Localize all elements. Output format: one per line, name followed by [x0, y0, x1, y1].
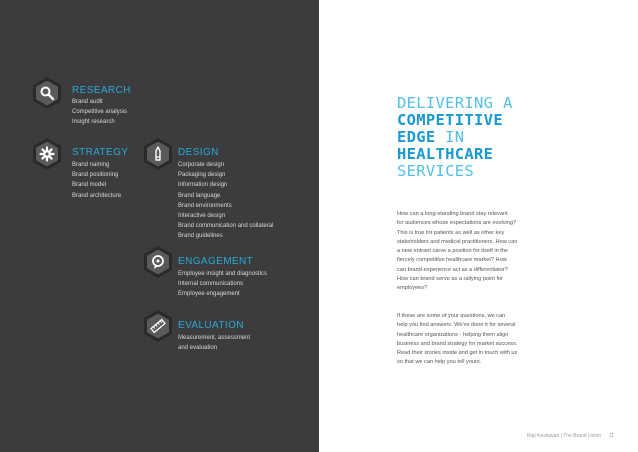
list-item: Internal communications: [178, 281, 244, 288]
paragraph-line: Read their stories inside and get in touch with us: [397, 350, 518, 357]
list-item: Interactive design: [178, 212, 226, 219]
paragraph-line: employees?: [397, 285, 428, 292]
paragraph-line: so that we can help you tell yours.: [397, 359, 482, 366]
list-item: Brand audit: [72, 99, 103, 105]
headline-line-5: SERVICES: [397, 162, 475, 180]
headline-line-1: DELIVERING A: [397, 94, 513, 112]
design-items: [178, 160, 273, 242]
magnifier-icon: [39, 85, 55, 101]
evaluation-title: EVALUATION: [178, 320, 244, 331]
list-item: Information design: [178, 182, 228, 189]
pencil-icon: [150, 146, 166, 162]
list-item: Employee insight and diagnostics: [178, 271, 268, 277]
paragraph-line: help you find answers. We've done it for several: [397, 322, 516, 329]
strategy-items: [72, 160, 121, 201]
ruler-icon: [150, 318, 166, 334]
headline-in: IN: [435, 128, 465, 146]
paragraph-line: healthcare organizations - helping them align: [397, 331, 509, 338]
list-item: Employee engagement: [178, 291, 240, 298]
list-item: Brand naming: [72, 162, 110, 168]
paragraph-line: business and brand strategy for market success.: [397, 340, 518, 347]
closing-paragraph: [397, 312, 587, 368]
strategy-title: STRATEGY: [72, 147, 129, 158]
headline: [397, 95, 513, 180]
list-item: Brand communication and collateral: [178, 223, 274, 230]
list-item: Brand language: [178, 192, 221, 199]
list-item: Competitive analysis: [72, 109, 128, 116]
list-item: Corporate design: [178, 162, 225, 168]
footer-credit: Raji Keshavan | The Brand Union: [527, 433, 602, 439]
headline-line-3: [397, 129, 513, 146]
paragraph-line: How can brand serve as a rallying point for: [397, 276, 504, 283]
paragraph-line: for audiences whose expectations are evolving?: [397, 220, 517, 227]
page-number: 11: [609, 433, 615, 439]
list-item: Brand architecture: [72, 192, 122, 199]
list-item: Packaging design: [178, 172, 226, 179]
chat-bubble-icon: [150, 254, 166, 270]
engagement-title: ENGAGEMENT: [178, 256, 254, 267]
headline-edge: EDGE: [397, 128, 436, 146]
headline-line-2: COMPETITIVE: [397, 111, 503, 129]
gear-icon: [39, 146, 55, 162]
engagement-items: [178, 269, 267, 300]
paragraph-line: fiercely competitive healthcare market? How: [397, 257, 507, 264]
paragraph-line: a new entrant carve a position for itself in the: [397, 248, 509, 255]
research-items: [72, 97, 127, 128]
list-item: Measurement, assessment: [178, 335, 251, 341]
list-item: Brand guidelines: [178, 233, 223, 240]
paragraph-line: stakeholders and medical practitioners. How can: [397, 238, 518, 245]
paragraph-line: This is true for patients as well as other key: [397, 229, 505, 236]
list-item: Brand model: [72, 182, 107, 189]
paragraph-line: can brand-experience act as a differentiator?: [397, 266, 508, 273]
design-title: DESIGN: [178, 147, 219, 158]
list-item: Insight research: [72, 119, 115, 126]
list-item: Brand positioning: [72, 172, 119, 179]
evaluation-items: [178, 333, 250, 353]
research-title: RESEARCH: [72, 85, 131, 96]
list-item: and evaluation: [178, 345, 218, 352]
paragraph-line: If these are some of your questions, we can: [397, 313, 506, 319]
intro-paragraph: [397, 210, 587, 294]
list-item: Brand environments: [178, 202, 232, 209]
paragraph-line: How can a long-standing brand stay relevant: [397, 211, 508, 217]
headline-line-4: HEALTHCARE: [397, 145, 494, 163]
